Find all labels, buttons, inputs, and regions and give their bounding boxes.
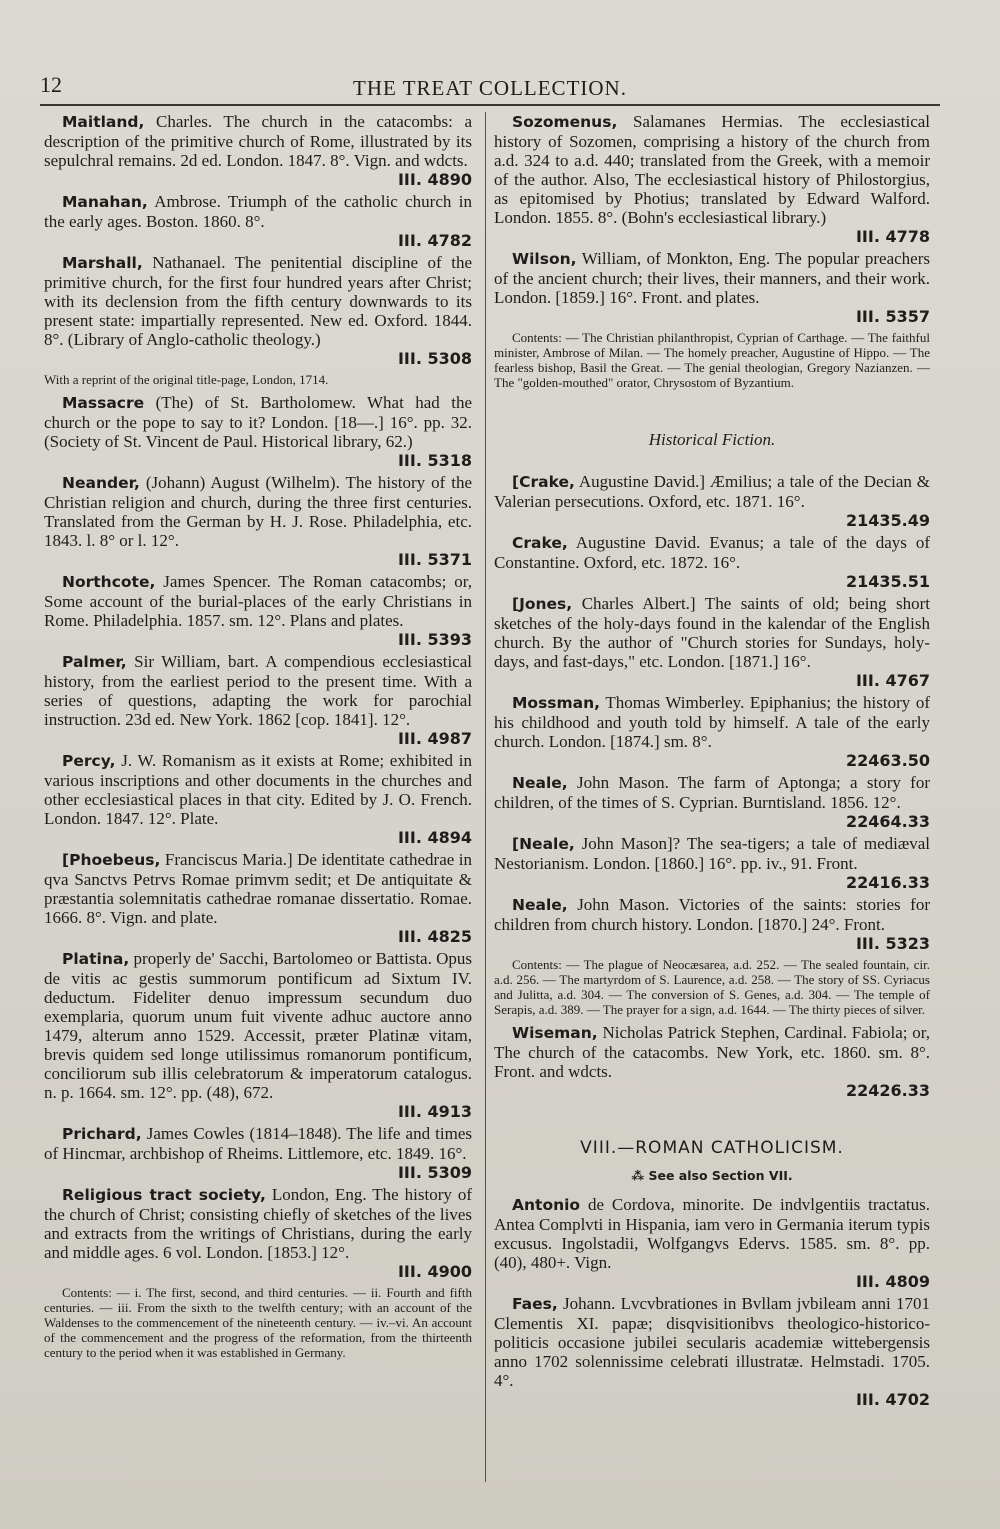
entry-note: With a reprint of the original title-page, London, 1714. bbox=[44, 372, 329, 387]
entry-call-number: 22464.33 bbox=[845, 812, 930, 831]
catalog-entry bbox=[44, 850, 472, 946]
entry-description: (The) of St. Bartholomew. What had the church or the pope to say to it? London. [18—.] 16°. pp. 32. (Society of St. Vincent de Paul. Historical library, 62.) bbox=[44, 393, 472, 451]
entry-call-number: III. 4913 bbox=[397, 1102, 472, 1121]
entry-call-number: 21435.51 bbox=[845, 572, 930, 591]
entry-call-number: III. 4894 bbox=[397, 828, 472, 847]
catalog-entry bbox=[494, 1023, 930, 1100]
entry-body bbox=[494, 1294, 930, 1390]
entry-body bbox=[494, 773, 930, 812]
entry-call-number: III. 4825 bbox=[397, 927, 472, 946]
entry-description: Thomas Wimberley. Epiphanius; the history of his childhood and youth told by himself. A tale of the early church. London. [1874.] sm. 8°. bbox=[494, 693, 930, 751]
entry-body bbox=[44, 393, 472, 451]
entry-description: Augustine David. Evanus; a tale of the days of Constantine. Oxford, etc. 1872. 16°. bbox=[494, 533, 930, 572]
catalog-entry bbox=[494, 895, 930, 1017]
entry-description: William, of Monkton, Eng. The popular preachers of the ancient church; their lives, their manners, and their work. London. [1859.] 16°. Front. and plates. bbox=[494, 249, 930, 307]
entry-body bbox=[494, 1195, 930, 1272]
catalog-entry bbox=[494, 533, 930, 591]
entry-call-number: III. 4900 bbox=[397, 1262, 472, 1281]
entry-call-number: III. 5393 bbox=[397, 630, 472, 649]
entry-body bbox=[44, 850, 472, 927]
entry-author: Platina, bbox=[62, 950, 130, 968]
catalog-entry bbox=[44, 1124, 472, 1182]
see-also-note: ⁂ See also Section VII. bbox=[631, 1168, 793, 1183]
entry-body bbox=[44, 949, 472, 1102]
catalog-entry bbox=[44, 652, 472, 748]
catalog-entry bbox=[494, 472, 930, 530]
entry-call-number: 22416.33 bbox=[845, 873, 930, 892]
entry-call-number: III. 5357 bbox=[855, 307, 930, 326]
entry-call-number: III. 5323 bbox=[855, 934, 930, 953]
entry-body bbox=[494, 834, 930, 873]
entry-author: [Crake, bbox=[512, 473, 575, 491]
entry-body bbox=[494, 1023, 930, 1081]
catalog-entry bbox=[44, 393, 472, 470]
page-header bbox=[40, 72, 940, 106]
entry-author: Northcote, bbox=[62, 573, 156, 591]
entry-body bbox=[44, 751, 472, 828]
catalog-entry bbox=[44, 112, 472, 189]
catalog-entry bbox=[44, 1185, 472, 1360]
catalog-entry bbox=[44, 192, 472, 250]
entry-author: [Neale, bbox=[512, 835, 575, 853]
entry-body bbox=[44, 192, 472, 231]
entry-description: Charles Albert.] The saints of old; being short sketches of the holy-days found in the kalendar of the English church. By the author of "Church stories for Sundays, holy-days, and fast-days," etc. London. [1871.] 16°. bbox=[494, 594, 931, 671]
entry-body bbox=[44, 112, 472, 170]
entry-author: Percy, bbox=[62, 752, 116, 770]
entry-call-number: 22426.33 bbox=[845, 1081, 930, 1100]
entry-call-number: 21435.49 bbox=[845, 511, 930, 530]
header-rule bbox=[40, 104, 940, 106]
entry-author: Marshall, bbox=[62, 254, 143, 272]
catalog-entry bbox=[44, 473, 472, 569]
running-title: THE TREAT COLLECTION. bbox=[353, 76, 627, 100]
entry-author: Crake, bbox=[512, 534, 568, 552]
entry-call-number: III. 4809 bbox=[855, 1272, 930, 1291]
entry-body bbox=[494, 693, 930, 751]
entry-description: Salamanes Hermias. The ecclesiastical history of Sozomen, comprising a history of the church from a.d. 324 to a.d. 440; translated from the Greek, with a memoir of the author. Also, The ecclesiastical history of Philostorgius, as epitomised by Photius; translated by Edward Walford. London. 1855. 8°. (Bohn's ecclesiastical library.) bbox=[494, 112, 931, 227]
entry-body bbox=[44, 572, 472, 630]
entry-description: James Spencer. The Roman catacombs; or, Some account of the burial-places of the early Christians in Rome. Philadelphia. 1857. sm. 12°. Plans and plates. bbox=[44, 572, 472, 630]
entry-description: Ambrose. Triumph of the catholic church in the early ages. Boston. 1860. 8°. bbox=[44, 192, 473, 231]
entry-call-number: III. 4782 bbox=[397, 231, 472, 250]
entry-call-number: III. 4987 bbox=[397, 729, 472, 748]
catalog-entry bbox=[44, 253, 472, 387]
entry-body bbox=[494, 249, 930, 307]
entry-author: Maitland, bbox=[62, 113, 145, 131]
entry-author: Sozomenus, bbox=[512, 113, 618, 131]
catalog-entry bbox=[494, 112, 930, 246]
entry-body bbox=[44, 1124, 472, 1163]
entry-call-number: III. 5318 bbox=[397, 451, 472, 470]
entry-author: Massacre bbox=[62, 394, 145, 412]
entry-author: Religious tract society, bbox=[62, 1186, 266, 1204]
entry-description: James Cowles (1814–1848). The life and times of Hincmar, archbishop of Rheims. Littlemore, etc. 1849. 16°. bbox=[44, 1124, 472, 1163]
entry-note: Contents: — The plague of Neocæsarea, a.d. 252. — The sealed fountain, cir. a.d. 256. — The martyrdom of S. Laurence, a.d. 258. — The story of SS. Cyriacus and Julitta, a.d. 304. — The conversion of S. Genes, a.d. 304. — The temple of Serapis, a.d. 389. — The prayer for a sign, a.d. 1644. — The thirty pieces of silver. bbox=[494, 957, 930, 1017]
catalog-entry bbox=[494, 1294, 930, 1409]
entry-description: London, Eng. The history of the church of Christ; consisting chiefly of sketches of the lives and extracts from the writings of Christians, during the early and middle ages. 6 vol. London. [1853.] 12°. bbox=[44, 1185, 473, 1262]
column-divider bbox=[485, 112, 486, 1482]
catalog-entry bbox=[44, 572, 472, 649]
entry-author: [Jones, bbox=[512, 595, 573, 613]
right-column bbox=[494, 112, 930, 1412]
entry-author: Faes, bbox=[512, 1295, 558, 1313]
section-heading-historical-fiction: Historical Fiction. bbox=[648, 430, 776, 449]
entry-call-number: III. 5309 bbox=[397, 1163, 472, 1182]
entry-description: Nathanael. The penitential discipline of the primitive church, for the first four hundred years after Christ; with its declension from the fifth century downwards to its present state: impartially represented. New ed. Oxford. 1844. 8°. (Library of Anglo-catholic theology.) bbox=[44, 253, 472, 349]
entry-call-number: III. 4890 bbox=[397, 170, 472, 189]
entry-body bbox=[494, 472, 930, 511]
entry-author: Mossman, bbox=[512, 694, 601, 712]
entry-body bbox=[44, 652, 472, 729]
entry-description: Sir William, bart. A compendious ecclesiastical history, from the earliest period to the present time. With a series of questions, adapting the work for parochial instruction. 23d ed. New York. 1862 [cop. 1841]. 12°. bbox=[44, 652, 472, 729]
entry-author: Wiseman, bbox=[512, 1024, 598, 1042]
entry-author: Neale, bbox=[512, 896, 568, 914]
catalog-entry bbox=[494, 594, 930, 690]
catalog-entry bbox=[494, 693, 930, 770]
catalog-entry bbox=[494, 249, 930, 390]
entry-call-number: III. 5308 bbox=[397, 349, 472, 368]
entry-call-number: 22463.50 bbox=[845, 751, 930, 770]
entry-description: properly de' Sacchi, Bartolomeo or Battista. Opus de vitis ac gestis summorum pontificum ad Sixtum IV. deductum. Fideliter denuo impressum secundum duo exemplaria, quorum unum fuit vivente adhuc auctore anno 1479, alterum anno 1529. Accessit, præter Platinæ vitam, brevis quidem sed longe utilissimus romanorum pontificum, conciliorum sub illis celebratorum & imperatorum catalogus. n. p. 1664. sm. 12°. pp. (48), 672. bbox=[44, 949, 473, 1102]
catalog-entry bbox=[44, 751, 472, 847]
entry-body bbox=[494, 112, 930, 227]
entry-description: John Mason. The farm of Aptonga; a story for children, of the times of S. Cyprian. Burntisland. 1856. 12°. bbox=[494, 773, 931, 812]
entry-body bbox=[494, 895, 930, 934]
entry-note: Contents: — The Christian philanthropist, Cyprian of Carthage. — The faithful minister, Ambrose of Milan. — The homely preacher, Augustine of Hippo. — The fearless bishop, Basil the Great. — The genial theologian, Gregory Nazianzen. — The "golden-mouthed" orator, Chrysostom of Byzantium. bbox=[494, 330, 930, 390]
entry-description: Augustine David.] Æmilius; a tale of the Decian & Valerian persecutions. Oxford, etc. 1871. 16°. bbox=[494, 472, 930, 511]
entry-author: Manahan, bbox=[62, 193, 148, 211]
catalog-entry bbox=[44, 949, 472, 1121]
entry-body bbox=[44, 253, 472, 349]
entry-call-number: III. 4702 bbox=[855, 1390, 930, 1409]
entry-description: John Mason. Victories of the saints: stories for children from church history. London. [1870.] 24°. Front. bbox=[494, 895, 930, 934]
catalog-entry bbox=[494, 834, 930, 892]
entry-description: (Johann) August (Wilhelm). The history of the Christian religion and church, during the three first centuries. Translated from the German by H. J. Rose. Philadelphia, etc. 1843. l. 8° or l. 12°. bbox=[44, 473, 473, 550]
entry-call-number: III. 4767 bbox=[855, 671, 930, 690]
entry-description: Nicholas Patrick Stephen, Cardinal. Fabiola; or, The church of the catacombs. New York, etc. 1860. sm. 8°. Front. and wdcts. bbox=[494, 1023, 930, 1081]
entry-author: Prichard, bbox=[62, 1125, 142, 1143]
entry-author: Neander, bbox=[62, 474, 140, 492]
entry-description: Charles. The church in the catacombs: a description of the primitive church of Rome, illustrated by its sepulchral remains. 2d ed. London. 1847. 8°. Vign. and wdcts. bbox=[44, 112, 472, 170]
entry-note: Contents: — i. The first, second, and third centuries. — ii. Fourth and fifth centuries. — iii. From the sixth to the twelfth century; with an account of the Waldenses to the commencement of the nineteenth century. — iv.–vi. An account of the commencement and the progress of the reformation, from the thirteenth century to the period when it was established in Germany. bbox=[44, 1285, 472, 1360]
entry-body bbox=[494, 594, 930, 671]
left-column bbox=[44, 112, 472, 1366]
entry-description: Johann. Lvcvbrationes in Bvllam jvbileam anni 1701 Clementis XI. papæ; disqvisitionibvs theologico-historico-politicis occasione jubilei secularis academiæ wittebergensis anno 1702 solennissime celebrati illustratæ. Helmstadi. 1705. 4°. bbox=[494, 1294, 930, 1390]
entry-description: Franciscus Maria.] De identitate cathedrae in qva Sanctvs Petrvs Romae primvm sedit; et De antiquitate & præstantia solemnitatis cathedrae romanae dissertatio. Romae. 1666. 8°. Vign. and plate. bbox=[44, 850, 472, 927]
entry-description: de Cordova, minorite. De indvlgentiis tractatus. Antea Complvti in Hispania, iam vero in Germania iterum typis excusus. Ingolstadii, Wolfgangvs Edervs. 1585. sm. 8°. pp. (40), 480+. Vign. bbox=[494, 1195, 931, 1272]
entry-body bbox=[44, 473, 472, 550]
entry-call-number: III. 5371 bbox=[397, 550, 472, 569]
page-number: 12 bbox=[40, 72, 62, 97]
entry-author: Neale, bbox=[512, 774, 568, 792]
catalog-entry bbox=[494, 1195, 930, 1291]
entry-body bbox=[494, 533, 930, 572]
entry-author: Wilson, bbox=[512, 250, 577, 268]
entry-description: John Mason]? The sea-tigers; a tale of mediæval Nestorianism. London. [1860.] 16°. pp. iv., 91. Front. bbox=[494, 834, 930, 873]
entry-author: Antonio bbox=[512, 1196, 581, 1214]
entry-author: Palmer, bbox=[62, 653, 127, 671]
entry-body bbox=[44, 1185, 472, 1262]
entry-call-number: III. 4778 bbox=[855, 227, 930, 246]
catalog-entry bbox=[494, 773, 930, 831]
entry-author: [Phoebeus, bbox=[62, 851, 161, 869]
section-heading-roman-catholicism: VIII.—ROMAN CATHOLICISM. bbox=[580, 1138, 844, 1158]
entry-description: J. W. Romanism as it exists at Rome; exhibited in various inscriptions and other documents in the churches and other ecclesiastical places in that city. Edited by J. O. French. London. 1847. 12°. Plate. bbox=[44, 751, 472, 828]
